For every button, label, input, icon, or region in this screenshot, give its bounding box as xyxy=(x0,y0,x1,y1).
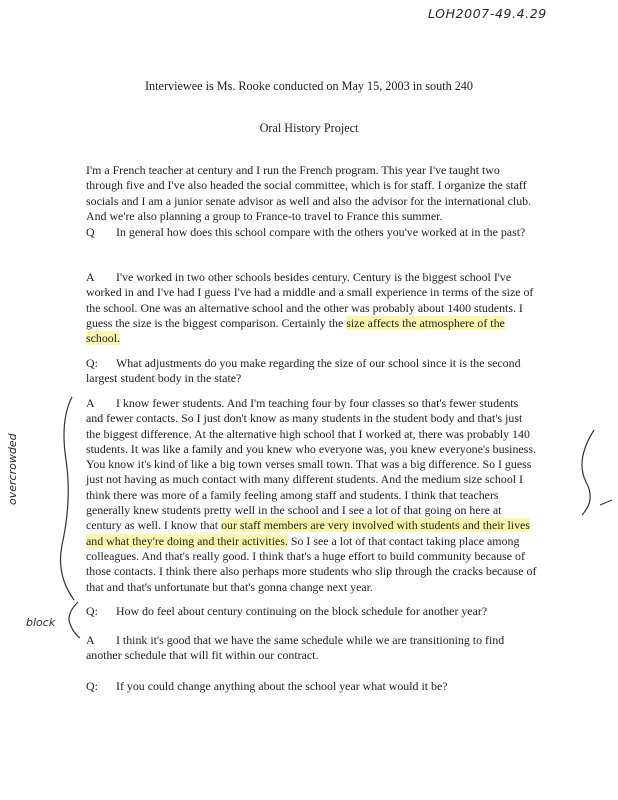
margin-note-overcrowded: overcrowded xyxy=(6,433,19,505)
speaker-label: A xyxy=(86,396,95,410)
speaker-label: Q: xyxy=(86,604,98,618)
archive-id-handwritten: LOH2007-49.4.29 xyxy=(428,6,547,21)
speaker-label: Q: xyxy=(86,679,98,693)
question-text: If you could change anything about the school year what would it be? xyxy=(116,679,448,693)
answer-text: I think it's good that we have the same schedule while we are transitioning to find another schedule that will fit within our contract. xyxy=(86,633,505,663)
intro-paragraph: I'm a French teacher at century and I run the French program. This year I've taught two through five and I've also headed the social committee, which is for staff. I organize the staff socials and I am a junior senate advisor as well and also the advisor for the international club. And we're also planning a group to France-to travel to France this summer. xyxy=(86,163,532,223)
speaker-label: Q: xyxy=(86,356,98,370)
answer-text: I know fewer students. And I'm teaching four by four classes so that's fewer students and fewer contacts. So I just don't know as many students in the student body and that's just the biggest difference. At the alternative high school that I worked at, there was probably 140 students. It was like a family and you knew who everyone was, you knew everyone's business. You know it's kind of like a big town verses small town. That was a big difference. So I guess just not having as much contact with many different students. And the medium size school I think there was more of a family feeling among staff and students. I think that teachers generally knew students pretty well in the school and I see a lot of that going on here at century as well. I know that xyxy=(86,396,536,533)
block-bracket-mark xyxy=(69,602,80,638)
highlighted-text: size affects the atmosphere of the school. xyxy=(86,315,505,346)
answer-text-continued: So I see a lot of that contact taking place among colleagues. And that's really good. I think that's a huge effort to build community because of those contacts. I think there also perhaps more students who slip through the cracks because of that and that's unfortunate but that's gonna change next year. xyxy=(86,533,537,594)
speaker-label: Q xyxy=(86,225,95,239)
question-text: How do feel about century continuing on the block schedule for another year? xyxy=(116,604,488,618)
margin-short-mark xyxy=(600,500,612,505)
speaker-label: A xyxy=(86,633,95,647)
question-text: In general how does this school compare with the others you've worked at in the past? xyxy=(116,225,526,239)
interview-header: Interviewee is Ms. Rooke conducted on May 15, 2003 in south 240 xyxy=(145,79,473,93)
question-text: What adjustments do you make regarding the size of our school since it is the second largest student body in the state? xyxy=(86,356,521,386)
highlighted-text: our staff members are very involved with students and their lives and what they're doing and their activities. xyxy=(86,518,530,548)
margin-bracket-mark xyxy=(61,397,75,600)
margin-note-block: block xyxy=(26,616,56,629)
margin-curve-mark xyxy=(582,430,594,515)
answer-text: I've worked in two other schools besides century. Century is the biggest school I've worked in and I've had I guess I've had a middle and a small experience in terms of the size of the school. One was an alternative school and the other was probably about 1400 students. I guess the size is the biggest comparison. Certainly the xyxy=(86,270,534,330)
document-title: Oral History Project xyxy=(259,121,359,135)
speaker-label: A xyxy=(86,270,95,284)
